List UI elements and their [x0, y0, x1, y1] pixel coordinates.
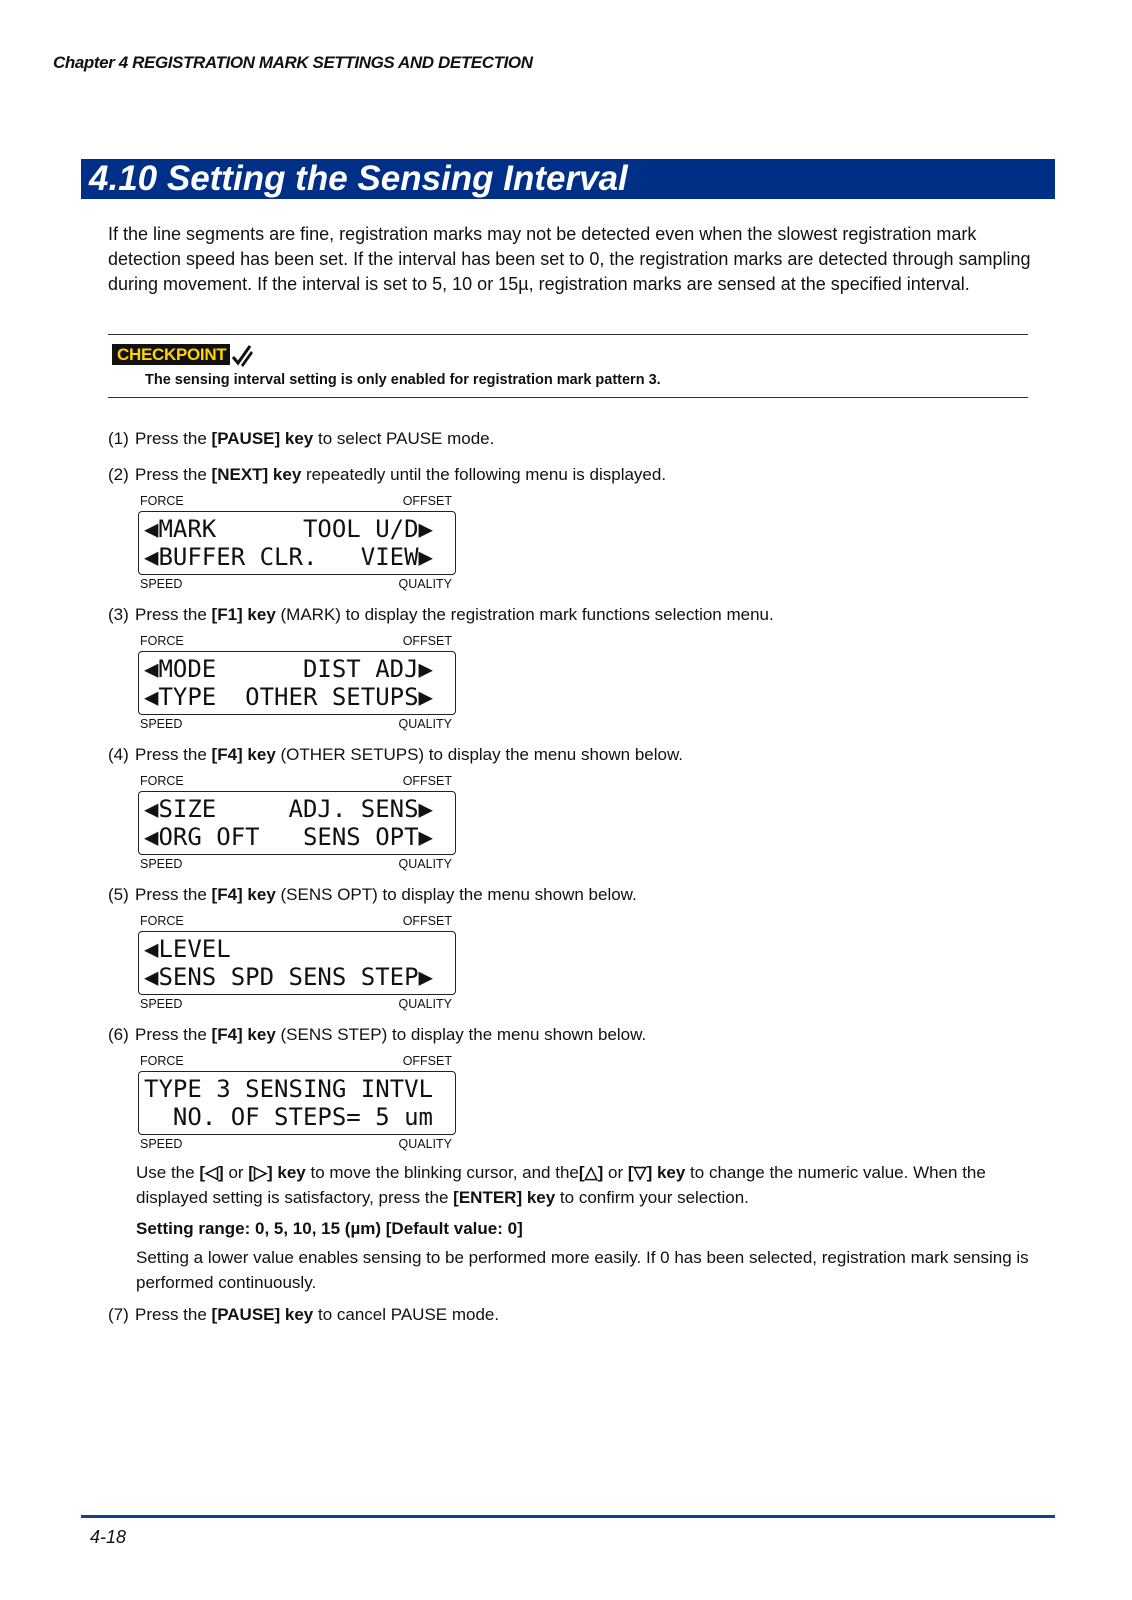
force-label: FORCE	[140, 494, 184, 508]
down-key: [▽] key	[627, 1163, 686, 1182]
text: or	[603, 1163, 628, 1182]
force-label: FORCE	[140, 634, 184, 648]
quality-label: QUALITY	[398, 717, 452, 731]
step-number: (3)	[108, 605, 129, 624]
checkpoint-box	[108, 334, 1028, 398]
chapter-header: Chapter 4 REGISTRATION MARK SETTINGS AND DETECTION	[53, 53, 533, 72]
pencil-check-icon	[231, 343, 253, 367]
step-text: to select PAUSE mode.	[313, 429, 495, 448]
key-name: [F4] key	[211, 745, 276, 764]
step-text: Press the	[135, 429, 212, 448]
lcd-line-1: ◀LEVEL	[144, 935, 231, 963]
key-name: [F4] key	[211, 885, 276, 904]
intro-paragraph: If the line segments are fine, registration marks may not be detected even when the slowest registration mark detection speed has been set. If the interval has been set to 0, the registration marks are detected through sampling during movement. If the interval is set to 5, 10 or 15µ, registration marks are sensed at the specified interval.	[108, 224, 1031, 294]
lcd-screen	[138, 651, 456, 715]
quality-label: QUALITY	[398, 857, 452, 871]
speed-label: SPEED	[140, 717, 183, 731]
up-key: [△]	[578, 1163, 604, 1182]
step-3	[108, 604, 774, 626]
step-6	[108, 1024, 646, 1046]
step-number: (6)	[108, 1025, 129, 1044]
footer-rule	[81, 1515, 1055, 1518]
offset-label: OFFSET	[402, 914, 452, 928]
step-number: (5)	[108, 885, 129, 904]
step-text: to cancel PAUSE mode.	[313, 1305, 500, 1324]
step-text: Press the	[135, 745, 212, 764]
speed-label: SPEED	[140, 1137, 183, 1151]
text: to change the numeric value. When the displayed setting is satisfactory, press the	[136, 1163, 986, 1207]
setting-note: Setting a lower value enables sensing to be performed more easily. If 0 has been selected, registration mark sensing is performed continuously.	[136, 1248, 1029, 1292]
offset-label: OFFSET	[402, 634, 452, 648]
left-key: [◁]	[199, 1163, 224, 1182]
force-label: FORCE	[140, 914, 184, 928]
speed-label: SPEED	[140, 997, 183, 1011]
setting-range: Setting range: 0, 5, 10, 15 (µm) [Default value: 0]	[136, 1219, 523, 1238]
quality-label: QUALITY	[398, 997, 452, 1011]
section-title: 4.10 Setting the Sensing Interval	[89, 159, 628, 198]
step-text: (SENS STEP) to display the menu shown below.	[275, 1025, 647, 1044]
lcd-line-2: NO. OF STEPS= 5 um	[144, 1103, 433, 1131]
text: or	[223, 1163, 249, 1182]
lcd-line-1: ◀SIZE ADJ. SENS▶	[144, 795, 433, 823]
step-text: (SENS OPT) to display the menu shown below.	[275, 885, 637, 904]
lcd-line-2: ◀BUFFER CLR. VIEW▶	[144, 543, 433, 571]
step-6-instructions	[136, 1160, 1036, 1210]
lcd-display-5	[138, 1054, 456, 1153]
section-title-bar	[81, 159, 1055, 199]
offset-label: OFFSET	[402, 1054, 452, 1068]
checkpoint-label: CHECKPOINT	[112, 344, 230, 365]
lcd-line-1: TYPE 3 SENSING INTVL	[144, 1075, 433, 1103]
step-text: Press the	[135, 885, 212, 904]
key-name: [F4] key	[211, 1025, 276, 1044]
key-name: [PAUSE] key	[211, 429, 314, 448]
quality-label: QUALITY	[398, 577, 452, 591]
key-name: [NEXT] key	[211, 465, 302, 484]
step-text: Press the	[135, 605, 212, 624]
checkpoint-badge	[112, 344, 253, 365]
key-name: [PAUSE] key	[211, 1305, 314, 1324]
lcd-display-1	[138, 494, 456, 593]
enter-key: [ENTER] key	[453, 1188, 556, 1207]
lcd-display-3	[138, 774, 456, 873]
lcd-line-2: ◀ORG OFT SENS OPT▶	[144, 823, 433, 851]
step-text: (MARK) to display the registration mark functions selection menu.	[275, 605, 774, 624]
force-label: FORCE	[140, 1054, 184, 1068]
step-5	[108, 884, 637, 906]
step-number: (4)	[108, 745, 129, 764]
page-number: 4-18	[90, 1527, 127, 1547]
lcd-screen	[138, 511, 456, 575]
step-text: (OTHER SETUPS) to display the menu shown below.	[275, 745, 684, 764]
speed-label: SPEED	[140, 577, 183, 591]
step-2	[108, 464, 666, 486]
lcd-line-2: ◀TYPE OTHER SETUPS▶	[144, 683, 433, 711]
lcd-screen	[138, 931, 456, 995]
text: to confirm your selection.	[555, 1188, 749, 1207]
step-number: (1)	[108, 429, 129, 448]
lcd-line-1: ◀MARK TOOL U/D▶	[144, 515, 433, 543]
force-label: FORCE	[140, 774, 184, 788]
step-number: (7)	[108, 1305, 129, 1324]
text: Use the	[136, 1163, 200, 1182]
step-7	[108, 1304, 499, 1326]
lcd-line-1: ◀MODE DIST ADJ▶	[144, 655, 433, 683]
speed-label: SPEED	[140, 857, 183, 871]
checkpoint-text: The sensing interval setting is only enabled for registration mark pattern 3.	[145, 372, 661, 388]
lcd-display-4	[138, 914, 456, 1013]
key-name: [F1] key	[211, 605, 276, 624]
lcd-screen	[138, 1071, 456, 1135]
step-1	[108, 428, 494, 450]
lcd-line-2: ◀SENS SPD SENS STEP▶	[144, 963, 433, 991]
right-key: [▷] key	[248, 1163, 306, 1182]
step-text: Press the	[135, 1305, 212, 1324]
step-4	[108, 744, 683, 766]
lcd-display-2	[138, 634, 456, 733]
offset-label: OFFSET	[402, 774, 452, 788]
quality-label: QUALITY	[398, 1137, 452, 1151]
offset-label: OFFSET	[402, 494, 452, 508]
step-text: Press the	[135, 1025, 212, 1044]
lcd-screen	[138, 791, 456, 855]
step-text: repeatedly until the following menu is displayed.	[301, 465, 667, 484]
text: to move the blinking cursor, and the	[305, 1163, 579, 1182]
step-number: (2)	[108, 465, 129, 484]
step-text: Press the	[135, 465, 212, 484]
